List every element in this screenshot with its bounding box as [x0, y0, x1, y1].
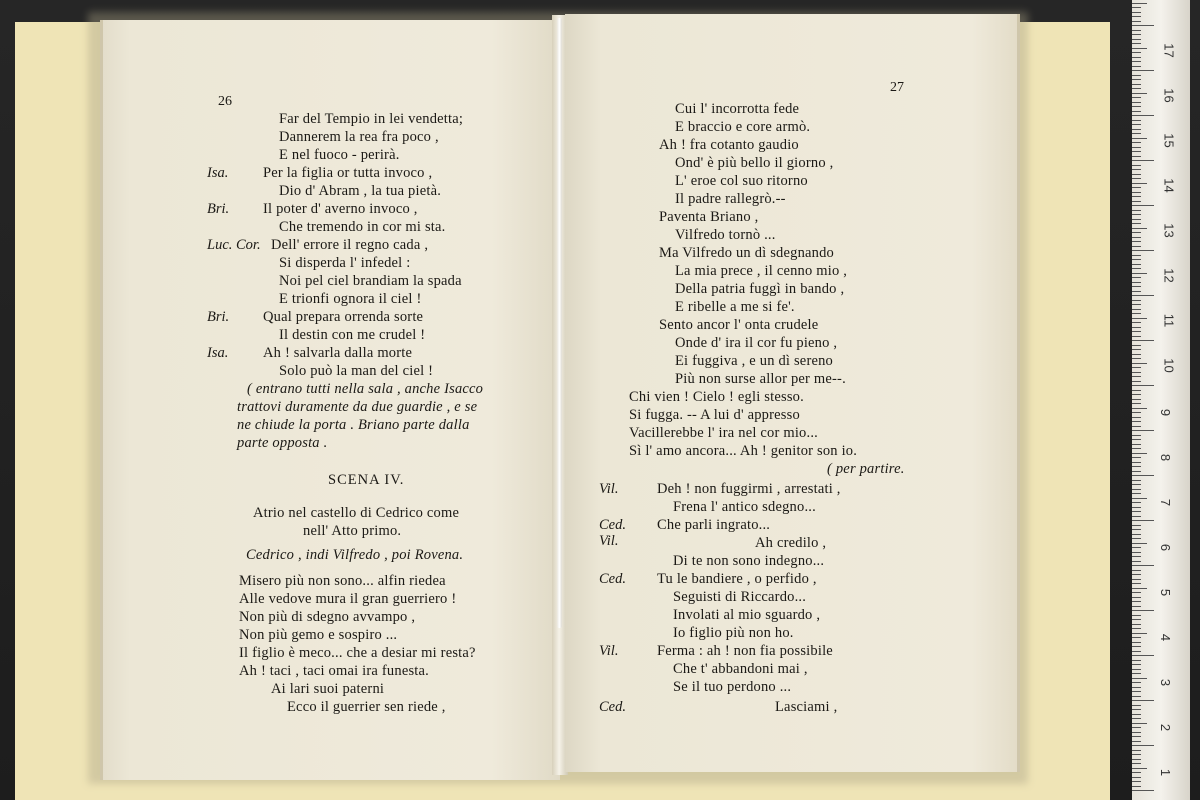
ruler-tick [1132, 124, 1141, 125]
verse-line: Ma Vilfredo un dì sdegnando [659, 245, 835, 261]
ruler-tick [1132, 637, 1141, 638]
ruler-tick [1132, 516, 1141, 517]
ruler-tick [1132, 327, 1141, 328]
speaker-label: Isa. [207, 345, 229, 361]
ruler-tick [1132, 219, 1141, 220]
ruler-tick [1132, 273, 1147, 274]
ruler-tick [1132, 507, 1141, 508]
speaker-label: Isa. [207, 165, 229, 181]
verse-line: Cui l' incorrotta fede [675, 101, 800, 117]
ruler-tick [1132, 480, 1141, 481]
ruler-tick [1132, 237, 1141, 238]
ruler-tick [1132, 66, 1141, 67]
verse-line: Far del Tempio in lei vendetta; [279, 111, 464, 127]
ruler-tick [1132, 232, 1141, 233]
verse-line: Qual prepara orrenda sorte [263, 309, 424, 325]
ruler-tick [1132, 552, 1141, 553]
ruler-tick [1132, 489, 1141, 490]
ruler-tick [1132, 556, 1141, 557]
ruler-tick [1132, 525, 1141, 526]
verse-line: Ah ! taci , taci omai ira funesta. [239, 663, 429, 679]
ruler-tick [1132, 570, 1141, 571]
stage-direction-line: parte opposta . [237, 435, 328, 451]
ruler-tick [1132, 772, 1141, 773]
verse-line: Seguisti di Riccardo... [673, 589, 807, 605]
ruler-number: 7 [1158, 498, 1174, 507]
ruler-tick [1132, 3, 1147, 4]
scene-setting-line: nell' Atto primo. [303, 523, 402, 539]
ruler-tick [1132, 561, 1141, 562]
ruler-tick [1132, 786, 1141, 787]
verse-line: Dell' errore il regno cada , [271, 237, 429, 253]
ruler-number: 4 [1158, 633, 1174, 642]
ruler-tick [1132, 282, 1141, 283]
verse-line: Io figlio più non ho. [673, 625, 794, 641]
ruler-tick [1132, 205, 1154, 206]
ruler-number: 9 [1158, 408, 1174, 417]
verse-line: Dannerem la rea fra poco , [279, 129, 439, 145]
ruler-tick [1132, 448, 1141, 449]
ruler-tick [1132, 579, 1141, 580]
ruler-tick [1132, 660, 1141, 661]
speaker-label: Ced. [599, 571, 626, 587]
verse-line: Ond' è più bello il giorno , [675, 155, 834, 171]
verse-line: Ei fuggiva , e un dì sereno [675, 353, 834, 369]
speaker-label: Ced. [599, 517, 626, 533]
ruler-tick [1132, 633, 1147, 634]
ruler-tick [1132, 304, 1141, 305]
ruler-tick [1132, 102, 1141, 103]
ruler-tick [1132, 313, 1141, 314]
ruler-tick [1132, 417, 1141, 418]
ruler-tick [1132, 687, 1141, 688]
ruler-tick [1132, 732, 1141, 733]
ruler-tick [1132, 372, 1141, 373]
ruler-tick [1132, 246, 1141, 247]
ruler-tick [1132, 223, 1141, 224]
ruler-tick [1132, 174, 1141, 175]
verse-line: Alle vedove mura il gran guerriero ! [239, 591, 457, 607]
stage-direction-line: ( entrano tutti nella sala , anche Isacco [247, 381, 484, 397]
verse-line: Ah credilo , [755, 535, 827, 551]
verse-line: Che t' abbandoni mai , [673, 661, 808, 677]
ruler-tick [1132, 673, 1141, 674]
ruler-number: 3 [1158, 678, 1174, 687]
ruler-tick [1132, 340, 1154, 341]
verse-line: Frena l' antico sdegno... [673, 499, 816, 515]
ruler-tick [1132, 201, 1141, 202]
ruler-tick [1132, 700, 1154, 701]
ruler-tick [1132, 138, 1147, 139]
ruler-tick [1132, 106, 1141, 107]
speaker-label: Vil. [599, 533, 619, 549]
verse-line: Ai lari suoi paterni [271, 681, 385, 697]
ruler-tick [1132, 295, 1154, 296]
ruler-tick [1132, 439, 1141, 440]
ruler-tick [1132, 16, 1141, 17]
ruler-tick [1132, 210, 1141, 211]
ruler-tick [1132, 520, 1154, 521]
ruler-tick [1132, 682, 1141, 683]
scene-title: SCENA IV. [328, 472, 405, 488]
ruler-tick [1132, 484, 1141, 485]
ruler-tick [1132, 331, 1141, 332]
ruler-tick [1132, 183, 1147, 184]
ruler-tick [1132, 169, 1141, 170]
ruler-tick [1132, 754, 1141, 755]
verse-line: Più non surse allor per me--. [675, 371, 846, 387]
ruler-tick [1132, 115, 1154, 116]
ruler-tick [1132, 30, 1141, 31]
verse-line: Dio d' Abram , la tua pietà. [279, 183, 442, 199]
ruler-tick [1132, 430, 1154, 431]
ruler-tick [1132, 646, 1141, 647]
ruler-tick [1132, 52, 1141, 53]
verse-line: Il padre rallegrò.-- [675, 191, 786, 207]
ruler-tick [1132, 264, 1141, 265]
ruler-tick [1132, 394, 1141, 395]
ruler-number: 5 [1158, 588, 1174, 597]
verse-line: E nel fuoco - perirà. [279, 147, 400, 163]
ruler-tick [1132, 592, 1141, 593]
ruler-tick [1132, 615, 1141, 616]
stage-direction-line: ne chiude la porta . Briano parte dalla [237, 417, 470, 433]
ruler-tick [1132, 286, 1141, 287]
verse-line: Ah ! fra cotanto gaudio [659, 137, 799, 153]
verse-line: Il destin con me crudel ! [279, 327, 426, 343]
ruler-number: 16 [1161, 88, 1177, 103]
verse-line: Ah ! salvarla dalla morte [263, 345, 413, 361]
ruler-tick [1132, 493, 1141, 494]
ruler-tick [1132, 498, 1147, 499]
verse-line: Noi pel ciel brandiam la spada [279, 273, 462, 289]
verse-line: Tu le bandiere , o perfido , [657, 571, 817, 587]
ruler-tick [1132, 421, 1141, 422]
scene-characters: Cedrico , indi Vilfredo , poi Rovena. [246, 547, 464, 563]
right-page [565, 14, 1020, 772]
verse-line: E ribelle a me si fe'. [675, 299, 795, 315]
ruler-number: 12 [1161, 268, 1177, 283]
ruler-tick [1132, 610, 1154, 611]
speaker-label: Vil. [599, 481, 619, 497]
ruler-tick [1132, 75, 1141, 76]
ruler-tick [1132, 363, 1147, 364]
verse-line: Il poter d' averno invoco , [263, 201, 418, 217]
ruler-tick [1132, 691, 1141, 692]
ruler-tick [1132, 763, 1141, 764]
ruler-tick [1132, 178, 1141, 179]
ruler-tick [1132, 718, 1141, 719]
verse-line: Si disperda l' infedel : [279, 255, 411, 271]
ruler-tick [1132, 97, 1141, 98]
ruler-tick [1132, 336, 1141, 337]
ruler-tick [1132, 61, 1141, 62]
ruler-tick [1132, 538, 1141, 539]
ruler-tick [1132, 39, 1141, 40]
verse-line: Chi vien ! Cielo ! egli stesso. [629, 389, 804, 405]
speaker-label: Luc. Cor. [207, 237, 261, 253]
ruler-tick [1132, 385, 1154, 386]
verse-line: Deh ! non fuggirmi , arrestati , [657, 481, 841, 497]
ruler-tick [1132, 250, 1154, 251]
ruler-tick [1132, 12, 1141, 13]
verse-line: Se il tuo perdono ... [673, 679, 792, 695]
ruler-tick [1132, 268, 1141, 269]
ruler-tick [1132, 147, 1141, 148]
ruler-tick [1132, 588, 1147, 589]
left-page [100, 20, 560, 780]
ruler-tick [1132, 381, 1141, 382]
ruler-tick [1132, 502, 1141, 503]
speaker-label: Bri. [207, 309, 230, 325]
ruler-tick [1132, 408, 1147, 409]
ruler-tick [1132, 664, 1141, 665]
ruler-number: 13 [1161, 223, 1177, 238]
ruler-tick [1132, 21, 1141, 22]
ruler-tick [1132, 354, 1141, 355]
ruler-tick [1132, 111, 1141, 112]
ruler-tick [1132, 543, 1147, 544]
ruler-tick [1132, 277, 1141, 278]
speaker-label: Ced. [599, 699, 626, 715]
ruler-tick [1132, 7, 1141, 8]
speaker-label: Bri. [207, 201, 230, 217]
ruler-number: 10 [1161, 358, 1177, 373]
ruler-tick [1132, 291, 1141, 292]
ruler-tick [1132, 43, 1141, 44]
ruler-tick [1132, 619, 1141, 620]
verse-line: Di te non sono indegno... [673, 553, 825, 569]
ruler-tick [1132, 259, 1141, 260]
ruler-number: 11 [1161, 313, 1177, 328]
ruler-tick [1132, 768, 1147, 769]
ruler-tick [1132, 678, 1147, 679]
verse-line: Il figlio è meco... che a desiar mi resta? [239, 645, 476, 661]
speaker-label: Vil. [599, 643, 619, 659]
stage-direction-line: ( per partire. [827, 461, 905, 477]
ruler-tick [1132, 444, 1141, 445]
verse-line: Involati al mio sguardo , [673, 607, 821, 623]
ruler-tick [1132, 322, 1141, 323]
verse-line: Non più gemo e sospiro ... [239, 627, 398, 643]
ruler-tick [1132, 349, 1141, 350]
ruler-tick [1132, 151, 1141, 152]
ruler-tick [1132, 318, 1147, 319]
ruler-tick [1132, 255, 1141, 256]
ruler-tick [1132, 696, 1141, 697]
page-number: 26 [218, 94, 232, 109]
ruler-tick [1132, 93, 1147, 94]
ruler-tick [1132, 759, 1141, 760]
ruler-tick [1132, 741, 1141, 742]
ruler-tick [1132, 57, 1141, 58]
verse-line: Vacillerebbe l' ira nel cor mio... [629, 425, 818, 441]
ruler-tick [1132, 624, 1141, 625]
ruler-tick [1132, 669, 1141, 670]
verse-line: E trionfi ognora il ciel ! [279, 291, 422, 307]
ruler-number: 8 [1158, 453, 1174, 462]
ruler-tick [1132, 435, 1141, 436]
ruler-tick [1132, 300, 1141, 301]
ruler-tick [1132, 376, 1141, 377]
scene-setting-line: Atrio nel castello di Cedrico come [253, 505, 460, 521]
ruler-tick [1132, 192, 1141, 193]
stage-direction-line: trattovi duramente da due guardie , e se [237, 399, 478, 415]
ruler-tick [1132, 165, 1141, 166]
ruler-tick [1132, 601, 1141, 602]
verse-line: Che tremendo in cor mi sta. [279, 219, 446, 235]
verse-line: Paventa Briano , [659, 209, 759, 225]
ruler-tick [1132, 345, 1141, 346]
ruler-tick [1132, 471, 1141, 472]
ruler-tick [1132, 547, 1141, 548]
ruler-tick [1132, 714, 1141, 715]
ruler-tick [1132, 25, 1154, 26]
ruler-tick [1132, 84, 1141, 85]
ruler-tick [1132, 606, 1141, 607]
verse-line: Solo può la man del ciel ! [279, 363, 434, 379]
ruler-tick [1132, 403, 1141, 404]
verse-line: E braccio e core armò. [675, 119, 811, 135]
ruler-tick [1132, 651, 1141, 652]
ruler-tick [1132, 511, 1141, 512]
ruler-tick [1132, 70, 1154, 71]
verse-line: Sento ancor l' onta crudele [659, 317, 819, 333]
ruler-tick [1132, 426, 1141, 427]
ruler-tick [1132, 133, 1141, 134]
ruler-tick [1132, 120, 1141, 121]
ruler-tick [1132, 736, 1141, 737]
ruler-tick [1132, 750, 1141, 751]
ruler-number: 15 [1161, 133, 1177, 148]
ruler-tick [1132, 390, 1141, 391]
ruler-tick [1132, 628, 1141, 629]
verse-line: Che parli ingrato... [657, 517, 771, 533]
ruler-tick [1132, 187, 1141, 188]
verse-line: Ferma : ah ! non fia possibile [657, 643, 833, 659]
ruler-tick [1132, 781, 1141, 782]
ruler-tick [1132, 160, 1154, 161]
ruler-tick [1132, 241, 1141, 242]
ruler-number: 6 [1158, 543, 1174, 552]
ruler-tick [1132, 309, 1141, 310]
verse-line: Misero più non sono... alfin riedea [239, 573, 446, 589]
ruler-tick [1132, 412, 1141, 413]
verse-line: Della patria fuggì in bando , [675, 281, 845, 297]
ruler-tick [1132, 457, 1141, 458]
ruler-tick [1132, 565, 1154, 566]
ruler-tick [1132, 462, 1141, 463]
ruler-tick [1132, 196, 1141, 197]
ruler-tick [1132, 705, 1141, 706]
binding-thread [557, 18, 562, 628]
verse-line: Non più di sdegno avvampo , [239, 609, 416, 625]
verse-line: Lasciami , [775, 699, 838, 715]
ruler-tick [1132, 597, 1141, 598]
ruler-tick [1132, 655, 1154, 656]
verse-line: Onde d' ira il cor fu pieno , [675, 335, 838, 351]
ruler-tick [1132, 790, 1154, 791]
verse-line: L' eroe col suo ritorno [675, 173, 808, 189]
ruler-tick [1132, 358, 1141, 359]
ruler-tick [1132, 129, 1141, 130]
ruler-tick [1132, 727, 1141, 728]
ruler-tick [1132, 367, 1141, 368]
ruler-tick [1132, 228, 1147, 229]
ruler-tick [1132, 48, 1147, 49]
ruler-number: 17 [1161, 43, 1177, 58]
ruler-tick [1132, 399, 1141, 400]
ruler-tick [1132, 534, 1141, 535]
verse-line: Vilfredo tornò ... [675, 227, 776, 243]
ruler-tick [1132, 453, 1147, 454]
verse-line: La mia prece , il cenno mio , [675, 263, 848, 279]
ruler-tick [1132, 529, 1141, 530]
ruler-tick [1132, 777, 1141, 778]
ruler-number: 14 [1161, 178, 1177, 193]
ruler-number: 1 [1158, 768, 1174, 777]
verse-line: Ecco il guerrier sen riede , [287, 699, 446, 715]
ruler-tick [1132, 142, 1141, 143]
ruler-tick [1132, 583, 1141, 584]
ruler-tick [1132, 466, 1141, 467]
ruler-tick [1132, 214, 1141, 215]
ruler-tick [1132, 642, 1141, 643]
ruler-tick [1132, 156, 1141, 157]
ruler-tick [1132, 723, 1147, 724]
ruler-tick [1132, 574, 1141, 575]
ruler-tick [1132, 475, 1154, 476]
measuring-ruler [1132, 0, 1190, 800]
ruler-tick [1132, 88, 1141, 89]
verse-line: Per la figlia or tutta invoco , [263, 165, 433, 181]
verse-line: Sì l' amo ancora... Ah ! genitor son io. [629, 443, 858, 459]
ruler-tick [1132, 34, 1141, 35]
ruler-tick [1132, 709, 1141, 710]
ruler-number: 2 [1158, 723, 1174, 732]
verse-line: Si fugga. -- A lui d' appresso [629, 407, 800, 423]
page-number: 27 [890, 80, 904, 95]
ruler-tick [1132, 79, 1141, 80]
ruler-tick [1132, 745, 1154, 746]
